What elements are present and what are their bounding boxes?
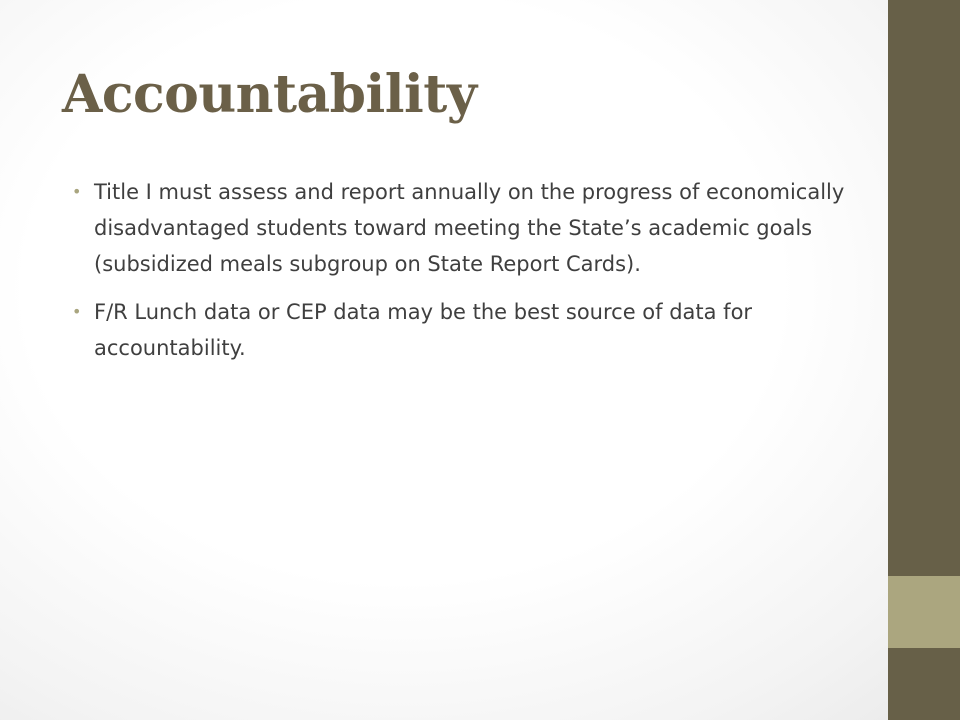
bullet-text: Title I must assess and report annually on the progress of economically disadvantaged students toward meeting the State’s academic goals (subsidized meals subgroup on State Report Cards). <box>94 180 845 276</box>
side-accent-bar <box>888 0 960 720</box>
slide-title: Accountability <box>62 64 477 125</box>
bullet-text: F/R Lunch data or CEP data may be the best source of data for accountability. <box>94 300 753 360</box>
side-bar-bottom-segment <box>888 648 960 720</box>
bullet-item <box>72 174 852 282</box>
bullet-dot-icon: • <box>72 182 82 201</box>
bullet-item <box>72 294 852 366</box>
side-bar-middle-segment <box>888 576 960 648</box>
bullet-list <box>72 174 852 378</box>
side-bar-top-segment <box>888 0 960 576</box>
bullet-dot-icon: • <box>72 302 82 321</box>
